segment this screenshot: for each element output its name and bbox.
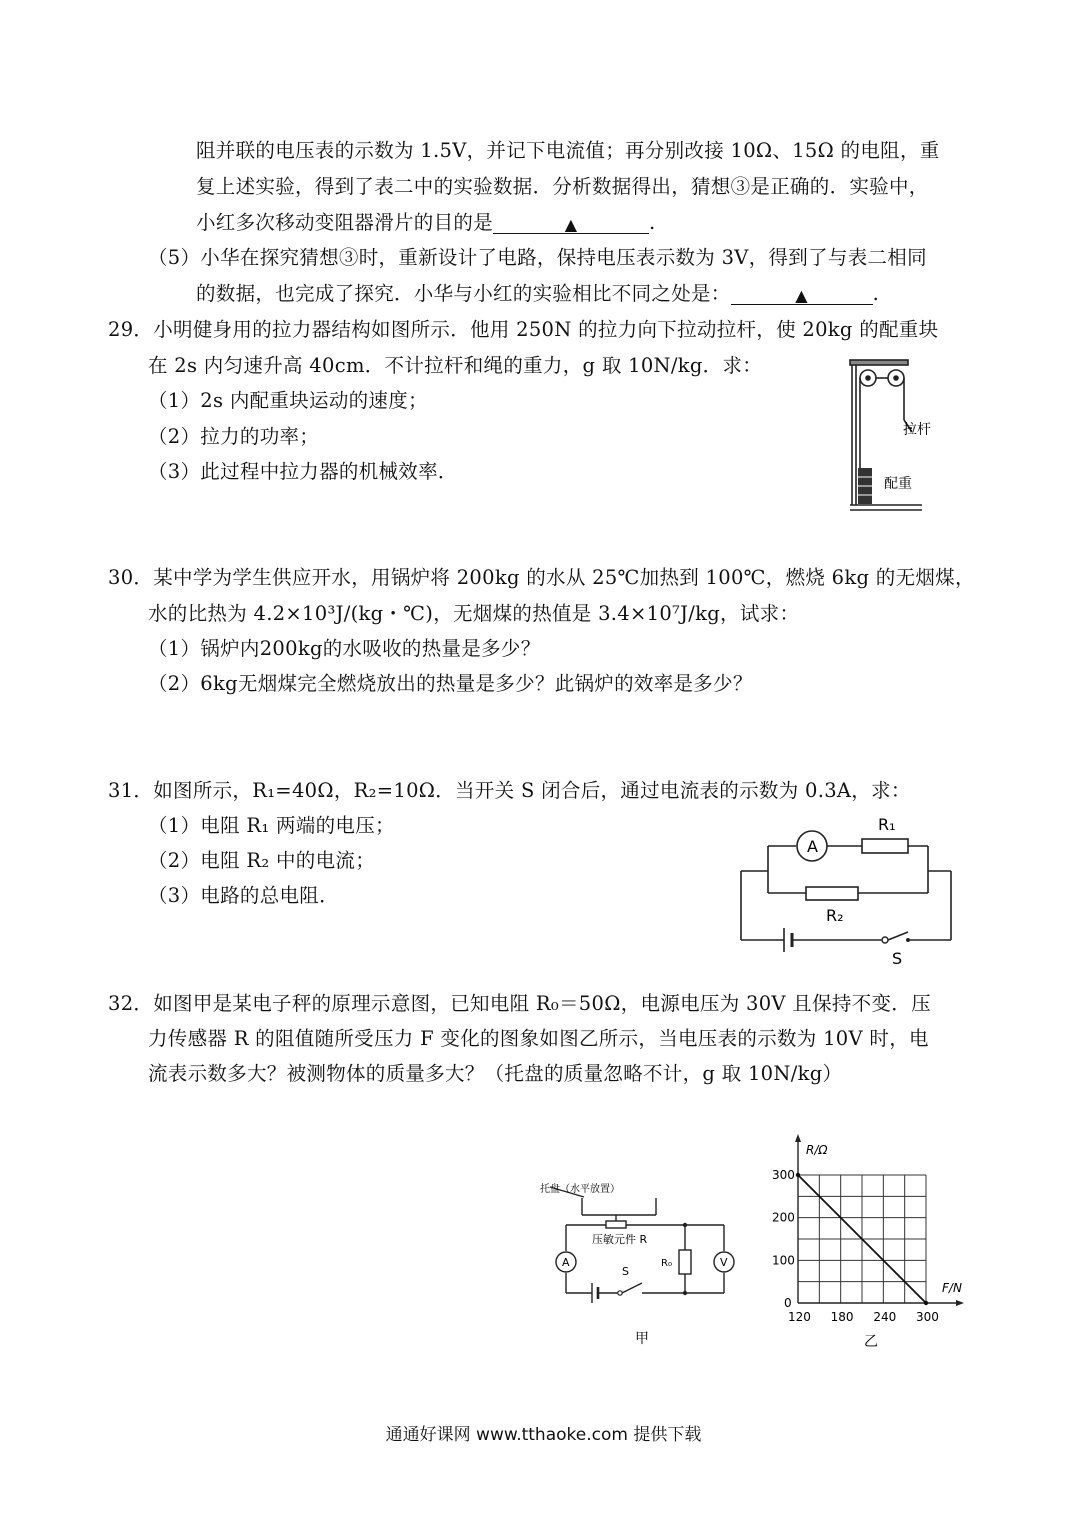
q29-sub3: （3）此过程中拉力器的机械效率．	[148, 460, 458, 483]
switch-label: S	[892, 949, 903, 968]
sensor-label: 压敏元件 R	[592, 1233, 648, 1246]
q28-line2: 复上述实验，得到了表二中的实验数据．分析数据得出，猜想③是正确的．实验中，	[196, 175, 929, 198]
answer-blank[interactable]	[731, 284, 873, 305]
chart-ticks	[772, 1168, 939, 1324]
q31-sub2: （2）电阻 R₂ 中的电流；	[148, 849, 376, 872]
figure-caption-yi: 乙	[864, 1334, 878, 1350]
q28-line1: 阻并联的电压表的示数为 1.5V，并记下电流值；再分别改接 10Ω、15Ω 的电阻，重	[196, 139, 940, 162]
q31-circuit	[730, 808, 960, 968]
q31-line1: 31．如图所示，R₁=40Ω，R₂=10Ω．当开关 S 闭合后，通过电流表的示数为 0.3A，求：	[108, 779, 911, 802]
q28-line3-text: 小红多次移动变阻器滑片的目的是	[196, 211, 494, 234]
r0-label: R₀	[661, 1258, 672, 1269]
q28-p5-line2-text: 的数据，也完成了探究．小华与小红的实验相比不同之处是：	[196, 282, 731, 305]
q28-line3	[196, 213, 656, 234]
q32-line2: 力传感器 R 的阻值随所受压力 F 变化的图象如图乙所示，当电压表的示数为 10V 时，电	[148, 1027, 929, 1050]
x-tick-label: 120	[788, 1310, 811, 1324]
q30-line2: 水的比热为 4.2×10³J/(kg・℃)，无烟煤的热值是 3.4×10⁷J/kg，试求：	[148, 602, 800, 625]
data-point	[796, 1173, 800, 1177]
r1-label: R₁	[878, 815, 896, 834]
q30-line1: 30．某中学为学生供应开水，用锅炉将 200kg 的水从 25℃加热到 100℃，燃烧 6kg 的无烟煤，	[108, 566, 975, 589]
q28-p5-line2	[196, 284, 879, 305]
q32-line1: 32．如图甲是某电子秤的原理示意图，已知电阻 R₀＝50Ω，电源电压为 30V 且保持不变．压	[108, 992, 931, 1015]
voltmeter-label: V	[720, 1256, 728, 1269]
tray-label: 托盘（水平放置）	[540, 1184, 620, 1195]
resistance-force-chart	[760, 1130, 980, 1350]
switch-label: S	[622, 1265, 629, 1278]
y-tick-label: 200	[772, 1210, 795, 1225]
figure-caption-jia: 甲	[635, 1331, 649, 1347]
blank-mark: ▲	[564, 215, 578, 234]
q31-sub3: （3）电路的总电阻．	[148, 884, 339, 907]
x-tick-label: 240	[873, 1310, 897, 1324]
scale-circuit-figure	[530, 1175, 750, 1350]
r2-label: R₂	[826, 906, 844, 925]
q29-sub2: （2）拉力的功率；	[148, 425, 320, 448]
q32-line3: 流表示数多大？被测物体的质量多大？（托盘的质量忽略不计，g 取 10N/kg）	[148, 1062, 843, 1085]
blank-mark: ▲	[795, 286, 808, 305]
data-point	[924, 1301, 928, 1305]
x-tick-label: 300	[916, 1310, 939, 1324]
q30-sub1: （1）锅炉内200kg的水吸收的热量是多少？	[148, 637, 541, 660]
y-tick-label: 300	[772, 1168, 795, 1182]
y-axis-label: R/Ω	[806, 1143, 828, 1157]
q28-line3-end: .	[649, 211, 656, 234]
page-footer: 通通好课网 www.tthaoke.com 提供下载	[385, 1425, 702, 1445]
label-rod: 拉杆	[903, 422, 931, 438]
q29-line1: 29．小明健身用的拉力器结构如图所示．他用 250N 的拉力向下拉动拉杆，使 20kg 的配重块	[108, 318, 939, 341]
q28-p5-line1: （5）小华在探究猜想③时，重新设计了电路，保持电压表示数为 3V，得到了与表二相同	[148, 246, 927, 269]
chart-axes	[795, 1134, 964, 1306]
y-tick-label: 0	[784, 1296, 792, 1310]
y-tick-label: 100	[772, 1253, 795, 1268]
answer-blank[interactable]	[493, 213, 649, 234]
label-weight: 配重	[884, 476, 912, 492]
q29-sub1: （1）2s 内配重块运动的速度；	[148, 389, 428, 412]
pull-machine-figure	[840, 350, 940, 515]
x-axis-label: F/N	[942, 1281, 962, 1295]
q29-line2: 在 2s 内匀速升高 40cm．不计拉杆和绳的重力，g 取 10N/kg．求：	[148, 354, 763, 377]
ammeter-label: A	[807, 837, 818, 856]
ammeter-label: A	[562, 1256, 570, 1269]
q31-sub1: （1）电阻 R₁ 两端的电压；	[148, 814, 395, 837]
q30-sub2: （2）6kg无烟煤完全燃烧放出的热量是多少？此锅炉的效率是多少？	[148, 672, 753, 695]
q28-p5-line2-end: .	[872, 282, 880, 305]
x-tick-label: 180	[830, 1310, 854, 1324]
